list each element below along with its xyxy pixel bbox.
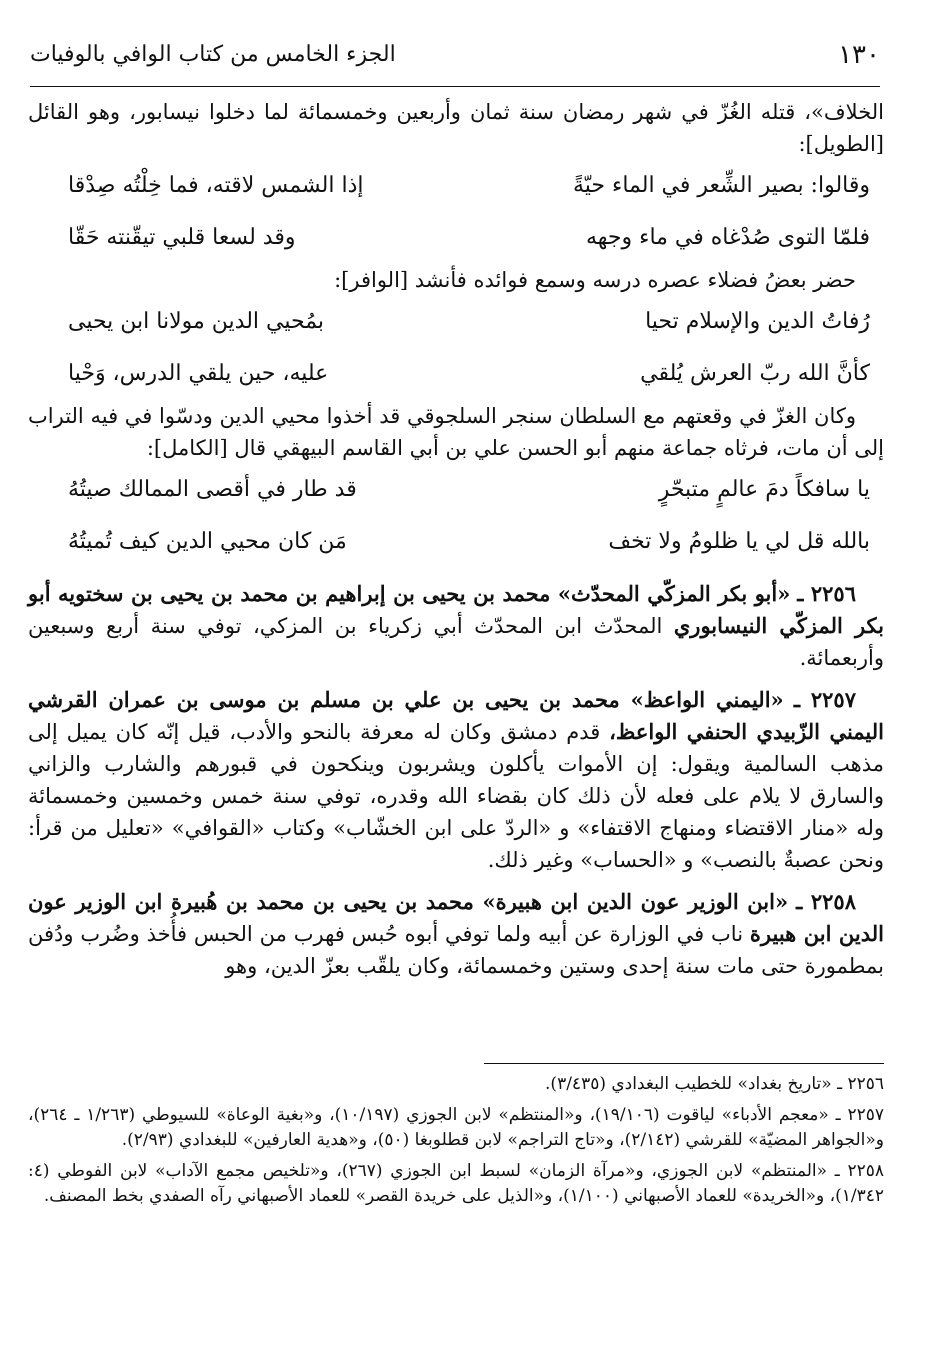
entry-number: ٢٢٥٦ ـ (797, 581, 856, 606)
biography-entry (28, 578, 884, 674)
page-number: ١٣٠ (838, 40, 880, 70)
footnote-rule (484, 1063, 884, 1064)
page-header (30, 40, 880, 84)
footnote: ٢٢٥٦ ـ «تاريخ بغداد» للخطيب البغدادي (٣/٤٣٥). (545, 1074, 884, 1094)
paragraph: حضر بعضُ فضلاء عصره درسه وسمع فوائده فأنشد [الوافر]: (334, 268, 856, 292)
footnotes (28, 1072, 884, 1215)
verse-line (28, 516, 884, 568)
verse-line (28, 212, 884, 264)
entry-heading: «ابن الوزير عون الدين ابن هبيرة» محمد بن يحيى بن محمد بن هُبيرة ابن الوزير عون الدين ابن هبيرة (28, 889, 884, 946)
verse-second-hemistich: وقد لسعا قلبي تيقّنته حَقّا (68, 225, 296, 250)
main-text (28, 96, 884, 982)
verse-second-hemistich: قد طار في أقصى الممالك صيتُهُ (68, 477, 357, 502)
verse-first-hemistich: يا سافكاً دمَ عالمٍ متبحّرٍ (658, 477, 870, 502)
entry-heading: «اليمني الواعظ» محمد بن يحيى بن علي بن مسلم بن موسى بن عمران القرشي اليمني الزّبيدي الحنفي الواعظ، (28, 687, 884, 744)
verse-first-hemistich: وقالوا: بصير الشِّعر في الماء حيّةً (572, 173, 870, 198)
verse-first-hemistich: فلمّا التوى صُدْغاه في ماء وجهه (585, 225, 870, 250)
verse-line (28, 296, 884, 348)
verse-second-hemistich: مَن كان محيي الدين كيف تُميتُهُ (68, 529, 347, 554)
verse-second-hemistich: إذا الشمس لاقته، فما خِلْتُه صِدْقا (68, 173, 364, 198)
running-title: الجزء الخامس من كتاب الوافي بالوفيات (30, 42, 396, 67)
entry-number: ٢٢٥٧ ـ (793, 687, 856, 712)
verse-first-hemistich: رُفاتُ الدين والإسلام تحيا (645, 309, 870, 334)
verse-first-hemistich: كأنَّ الله ربّ العرش يُلقي (640, 361, 870, 386)
header-rule (30, 86, 880, 87)
verse-second-hemistich: بمُحيي الدين مولانا ابن يحيى (68, 309, 325, 334)
biography-entry (28, 684, 884, 876)
verse-line (28, 160, 884, 212)
paragraph: وكان الغزّ في وقعتهم مع السلطان سنجر السلجوقي قد أخذوا محيي الدين ودسّوا في فيه التراب إلى أن مات، فرثاه جماعة منهم أبو الحسن علي بن أبي القاسم البيهقي قال [الكامل]: (28, 404, 884, 460)
verse-first-hemistich: بالله قل لي يا ظلومُ ولا تخف (608, 529, 870, 554)
entry-heading: «أبو بكر المزكّي المحدّث» محمد بن يحيى بن إبراهيم بن محمد بن يحيى بن سختويه أبو بكر المزكّي النيسابوري (28, 581, 884, 638)
intro-paragraph: الخلاف»، قتله الغُزّ في شهر رمضان سنة ثمان وأربعين وخمسمائة لما دخلوا نيسابور، وهو القائل [الطويل]: (28, 100, 884, 156)
verse-line (28, 464, 884, 516)
verse-second-hemistich: عليه، حين يلقي الدرس، وَحْيا (68, 361, 329, 386)
entry-number: ٢٢٥٨ ـ (796, 889, 856, 914)
entry-text: المحدّث ابن المحدّث أبي زكرياء بن المزكي، توفي سنة أربع وسبعين وأربعمائة. (28, 614, 884, 670)
biography-entry (28, 886, 884, 982)
entry-text: قدم دمشق وكان له معرفة بالنحو والأدب، قيل إنّه كان يميل إلى مذهب السالمية ويقول: إن الأموات يأكلون ويشربون وينكحون في قبورهم والشارب والزاني والسارق لا يلام على فعله لأن ذلك كان بقضاء الله وقدره، توفي سنة خمس وخمسين وخمسمائة وله «منار الاقتضاء ومنهاج الاقتفاء» و «الردّ على ابن الخشّاب» وكتاب «القوافي» «تعليل من قرأ: ونحن عصبةٌ بالنصب» و «الحساب» وغير ذلك. (28, 720, 884, 872)
footnote: ٢٢٥٨ ـ «المنتظم» لابن الجوزي، و«مرآة الزمان» لسبط ابن الجوزي (٢٦٧)، و«تلخيص مجمع الآداب» لابن الفوطي (٤: ١/٣٤٢)، و«الخريدة» للعماد الأصبهاني (١/١٠٠)، و«الذيل على خريدة القصر» للعماد الأصبهاني رآه الصفدي بخط المصنف. (28, 1161, 885, 1206)
verse-line (28, 348, 884, 400)
footnote: ٢٢٥٧ ـ «معجم الأدباء» لياقوت (١٩/١٠٦)، و«المنتظم» لابن الجوزي (١٠/١٩٧)، و«بغية الوعاة» للسيوطي (١/٢٦٣ ـ ٢٦٤)، و«الجواهر المضيّة» للقرشي (٢/١٤٢)، و«تاج التراجم» لابن قطلوبغا (٥٠)، و«هدية العارفين» للبغدادي (٢/٩٣). (28, 1105, 885, 1150)
entry-text: ناب في الوزارة عن أبيه ولما توفي أبوه حُبس فهرب من الحبس فأُخذ وضُرب ودُفن بمطمورة حتى مات سنة إحدى وستين وخمسمائة، وكان يلقّب بعزّ الدين، وهو (28, 922, 884, 978)
